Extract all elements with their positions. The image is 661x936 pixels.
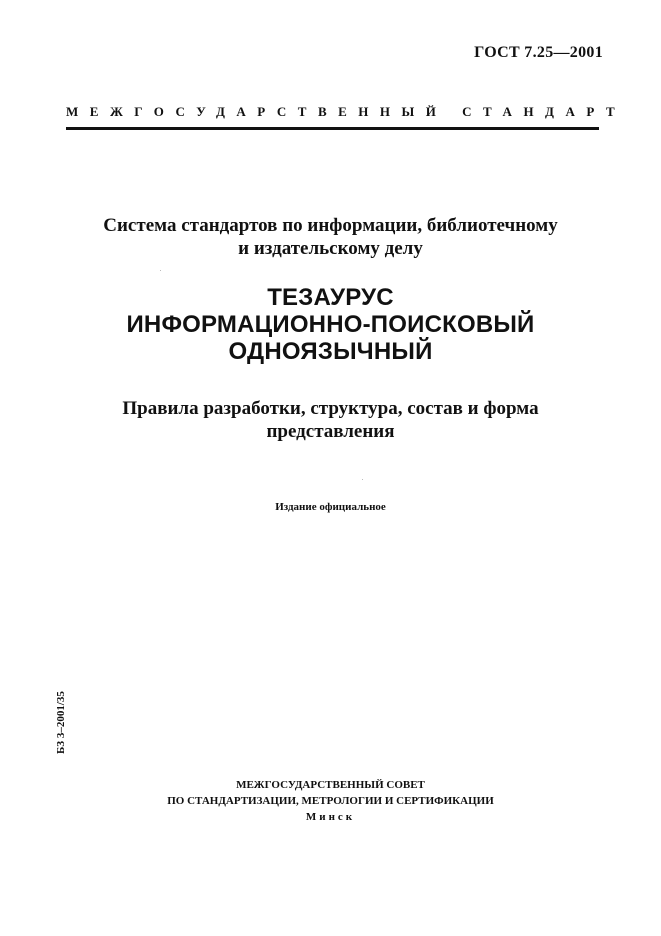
paper-speck <box>362 479 363 480</box>
document-subtitle <box>60 397 601 443</box>
publisher-block <box>60 777 601 825</box>
document-title-line: ИНФОРМАЦИОННО-ПОИСКОВЫЙ <box>126 311 535 338</box>
document-subtitle-line: Правила разработки, структура, состав и форма <box>122 398 539 419</box>
paper-speck <box>160 270 161 271</box>
edition-note: Издание официальное <box>275 501 386 513</box>
document-subtitle-line: представления <box>266 421 395 442</box>
header-rule <box>66 127 599 130</box>
document-code: ГОСТ 7.25—2001 <box>474 44 603 61</box>
document-title-line: ОДНОЯЗЫЧНЫЙ <box>228 338 433 365</box>
publisher-city: Минск <box>305 811 356 823</box>
header-band <box>66 104 627 130</box>
series-title <box>60 214 601 260</box>
side-registration-code: БЗ 3–2001/35 <box>55 691 67 754</box>
series-title-line: и издательскому делу <box>238 238 423 259</box>
publisher-line: МЕЖГОСУДАРСТВЕННЫЙ СОВЕТ <box>236 779 425 791</box>
document-title-line: ТЕЗАУРУС <box>267 284 394 311</box>
series-title-line: Система стандартов по информации, библиотечному <box>103 215 558 236</box>
document-title <box>60 284 601 365</box>
standard-type-heading: МЕЖГОСУДАРСТВЕННЫЙ СТАНДАРТ <box>66 104 627 119</box>
publisher-line: ПО СТАНДАРТИЗАЦИИ, МЕТРОЛОГИИ И СЕРТИФИКАЦИИ <box>167 795 494 807</box>
